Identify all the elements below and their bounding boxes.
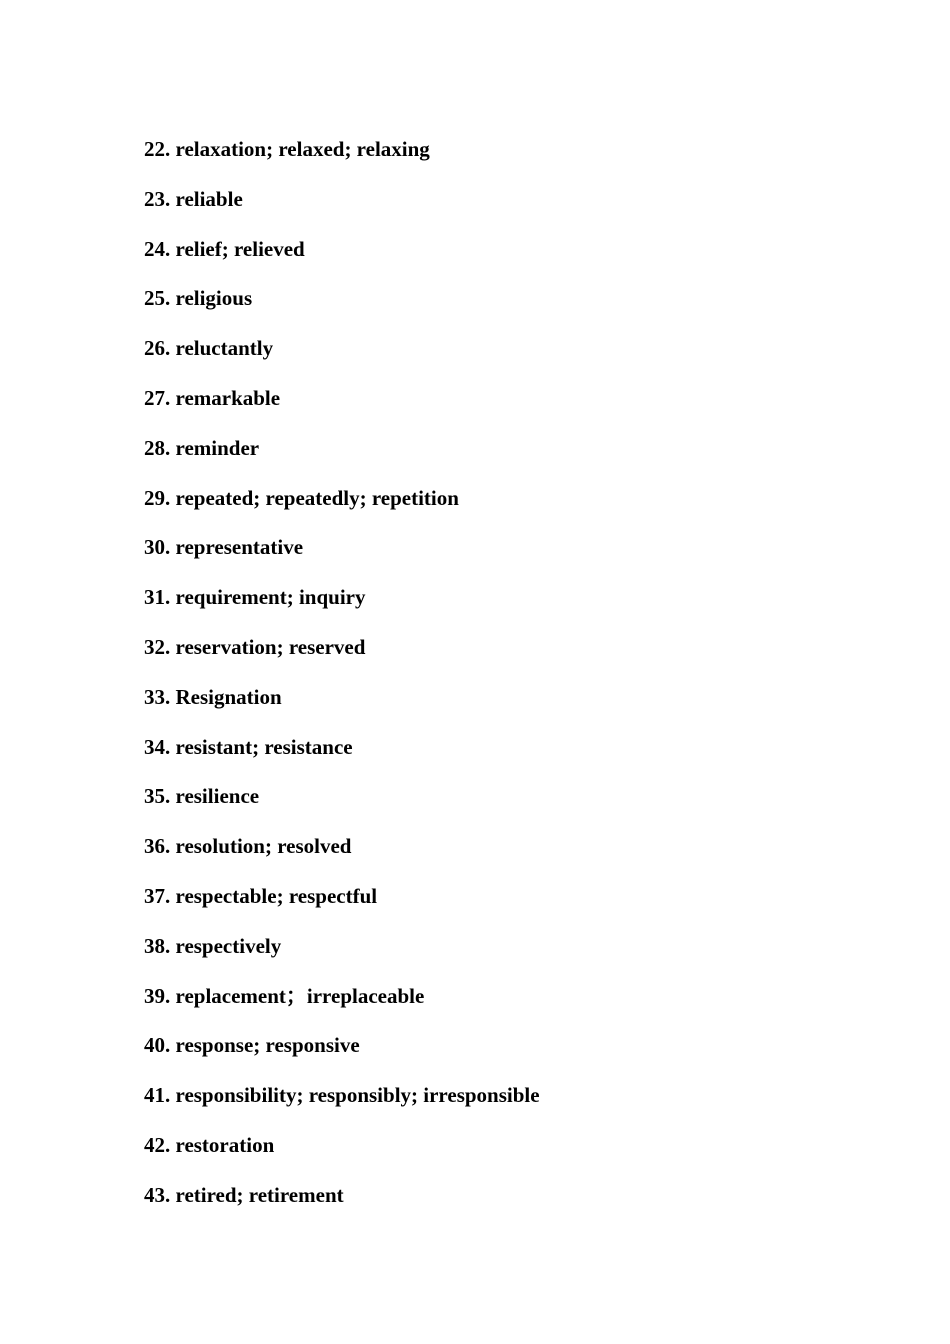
list-item: 37. respectable; respectful: [144, 883, 378, 908]
list-item: 36. resolution; resolved: [144, 834, 352, 859]
list-item: 39. replacement；irreplaceable: [144, 983, 425, 1008]
list-item: 23. reliable: [144, 186, 243, 211]
list-item: 32. reservation; reserved: [144, 634, 366, 659]
list-item: 41. responsibility; responsibly; irresponsible: [144, 1083, 540, 1108]
list-item: 22. relaxation; relaxed; relaxing: [144, 137, 430, 161]
list-item: 27. remarkable: [144, 385, 281, 410]
list-item: 35. resilience: [144, 784, 260, 809]
list-item: 24. relief; relieved: [144, 236, 305, 261]
list-item: 30. representative: [144, 535, 304, 560]
list-item: 43. retired; retirement: [144, 1182, 344, 1207]
list-item: 28. reminder: [144, 435, 260, 460]
list-item: 42. restoration: [144, 1132, 275, 1157]
list-item: 33. Resignation: [144, 684, 282, 709]
list-item: 29. repeated; repeatedly; repetition: [144, 485, 459, 510]
answer-list: [144, 136, 540, 1232]
list-item: 34. resistant; resistance: [144, 734, 353, 759]
list-item: 31. requirement; inquiry: [144, 585, 366, 610]
list-item: 26. reluctantly: [144, 336, 274, 361]
list-item: 25. religious: [144, 286, 253, 311]
list-item: 38. respectively: [144, 933, 282, 958]
list-item: 40. response; responsive: [144, 1033, 360, 1058]
